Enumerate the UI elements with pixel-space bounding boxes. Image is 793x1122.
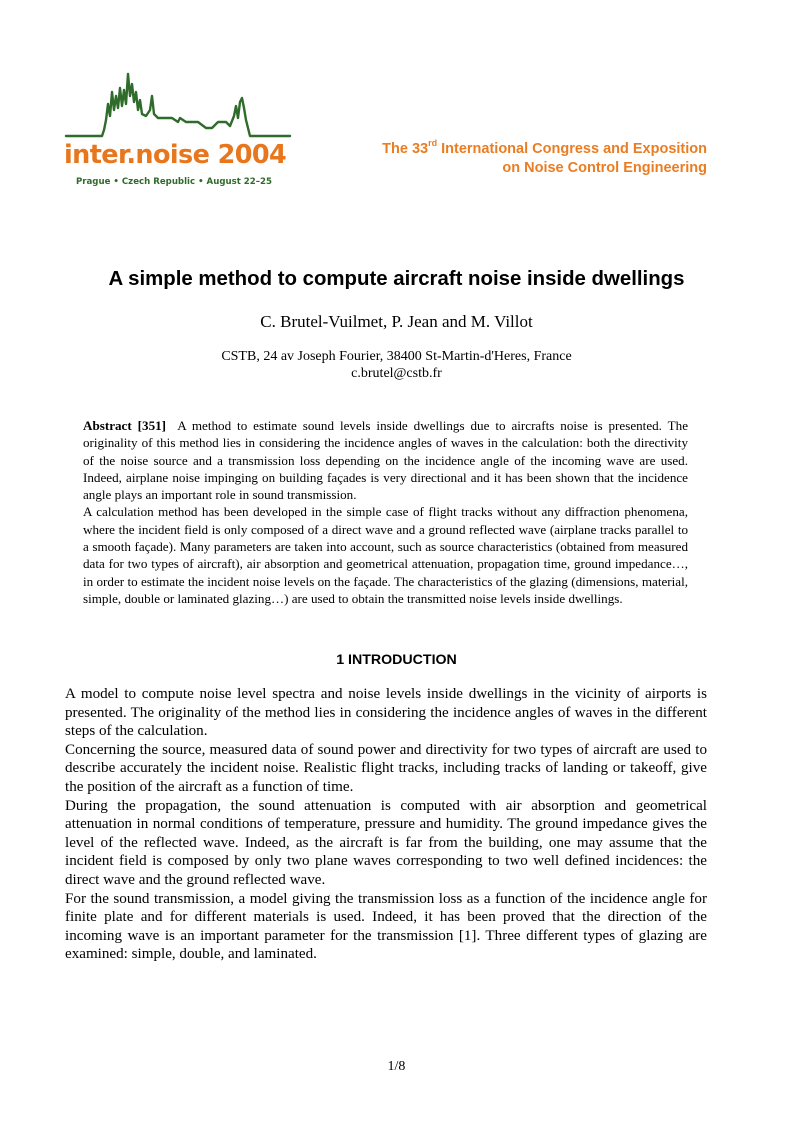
abstract-paragraph-1: Abstract [351] A method to estimate sound levels inside dwellings due to aircrafts noise is presented. The originality of this method lies in considering the incidence angles of waves in the calculation: both the directivity of the noise source and a transmission loss depending on the incidence angle of the incoming wave are used. Indeed, airplane noise impinging on building façades is very directional and it has been shown that the incidence angle plays an important role in sound transmission. bbox=[83, 418, 689, 503]
body-paragraph: A model to compute noise level spectra and noise levels inside dwellings in the vicinity of airports is presented. The originality of the method lies in considering the incidence angles of waves in the different steps of the calculation. bbox=[65, 686, 707, 740]
internoise-2004-logo bbox=[62, 70, 294, 192]
abstract-paragraph-2: A calculation method has been developed in the simple case of flight tracks without any diffraction phenomena, where the incident field is only composed of a direct wave and a ground reflected wave (airplane tracks parallel to a smooth façade). Many parameters are taken into account, such as source characteristics (obtained from measured data for two types of aircraft), air absorption and geometrical attenuation, propagation time, ground impedance…, in order to estimate the incident noise levels on the façade. The characteristics of the glazing (dimensions, material, simple, double or laminated glazing…) are used to obtain the transmitted noise levels inside dwellings. bbox=[83, 504, 688, 606]
prague-skyline-graphic bbox=[62, 70, 294, 150]
congress-line-1: The 33rd International Congress and Exposition bbox=[382, 138, 707, 157]
logo-wordmark: inter.noise 2004 bbox=[64, 140, 287, 170]
congress-header bbox=[382, 140, 707, 178]
affiliation-block bbox=[0, 348, 793, 382]
author-list: C. Brutel-Vuilmet, P. Jean and M. Villot bbox=[260, 312, 533, 331]
abstract-label: Abstract [351] bbox=[83, 418, 167, 433]
body-paragraph: During the propagation, the sound attenuation is computed with air absorption and geometrical attenuation in normal conditions of temperature, pressure and humidity. The ground impedance gives the level of the reflected wave. Indeed, as the aircraft is far from the building, one may assume that the incident field is composed by only two plane waves corresponding to two well defined incidences: the direct wave and the ground reflected wave. bbox=[65, 797, 707, 888]
abstract-block bbox=[83, 417, 688, 607]
congress-line-2: on Noise Control Engineering bbox=[502, 160, 707, 176]
paper-title: A simple method to compute aircraft noise inside dwellings bbox=[108, 268, 685, 290]
introduction-body bbox=[65, 685, 707, 964]
body-paragraph: Concerning the source, measured data of sound power and directivity for two types of aircraft are used to describe accurately the incident noise. Realistic flight tracks, including tracks of landing or takeoff, give the position of the aircraft as a function of time. bbox=[65, 741, 707, 795]
body-paragraph: For the sound transmission, a model giving the transmission loss as a function of the incidence angle for finite plate and for different materials is used. Indeed, it has been proved that the direction of the incoming wave is an important parameter for the transmission [1]. Three different types of glazing are examined: simple, double, and laminated. bbox=[65, 890, 707, 963]
affiliation-address: CSTB, 24 av Joseph Fourier, 38400 St-Martin-d'Heres, France bbox=[221, 349, 572, 364]
ordinal-superscript: rd bbox=[428, 138, 438, 149]
author-email: c.brutel@cstb.fr bbox=[351, 366, 442, 381]
logo-subtitle: Prague • Czech Republic • August 22–25 bbox=[75, 177, 273, 187]
section-heading-introduction: 1 INTRODUCTION bbox=[336, 652, 457, 668]
page-number: 1/8 bbox=[387, 1059, 406, 1074]
